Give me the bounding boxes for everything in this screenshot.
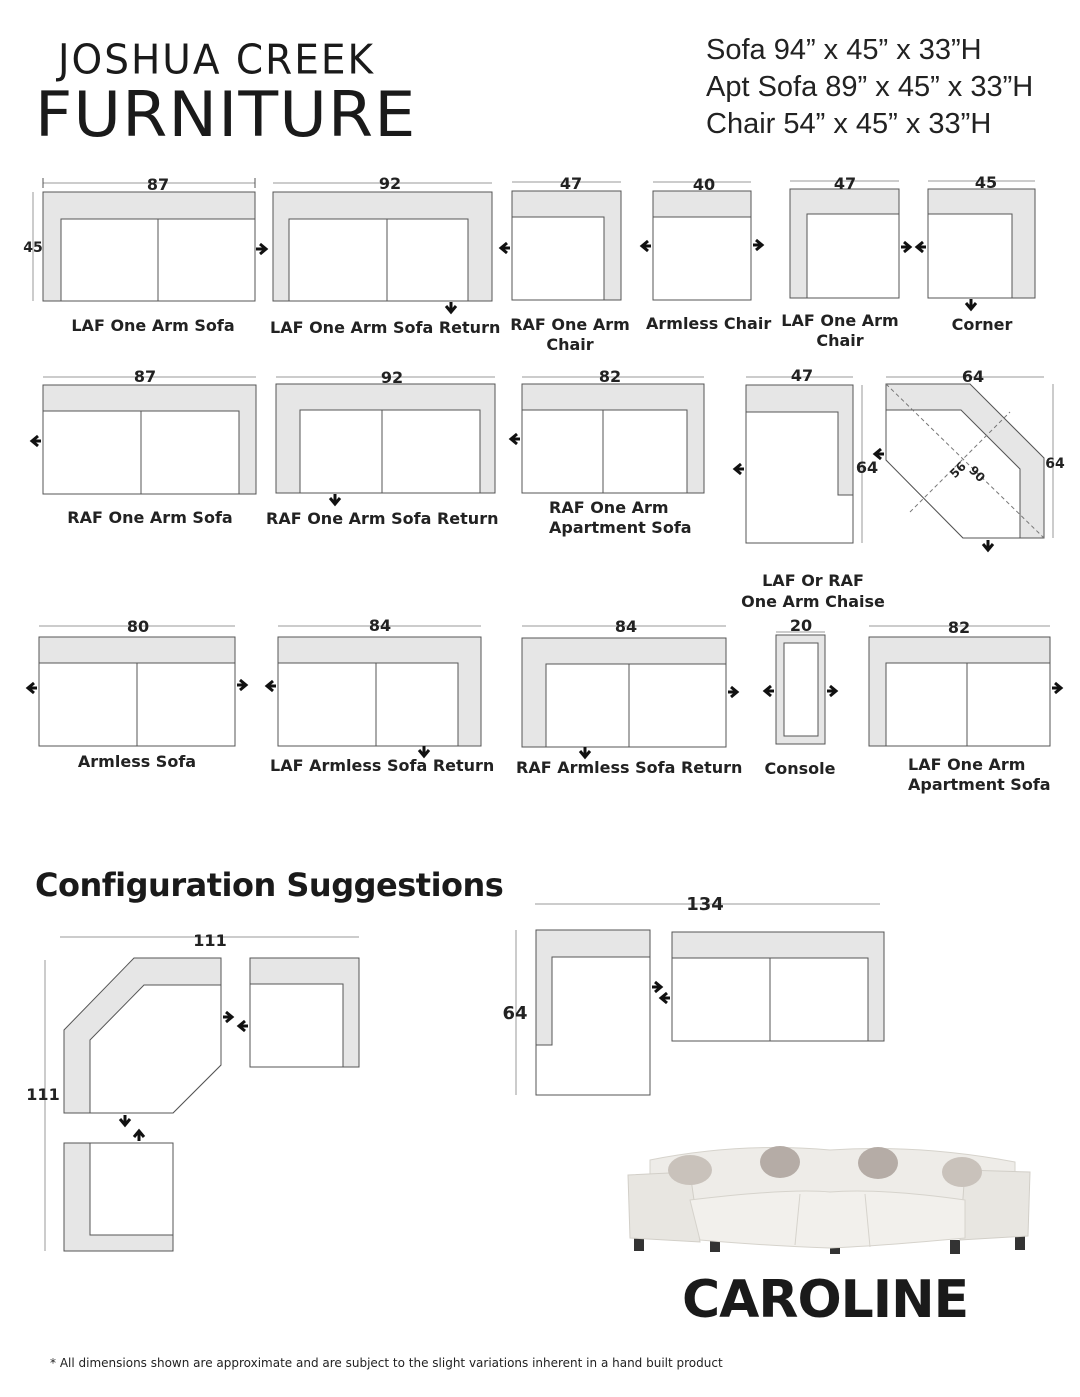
label-laf-one-arm-sofa-return: LAF One Arm Sofa Return [270, 318, 501, 337]
dim-text: 64 [961, 367, 985, 386]
dim-text: 82 [947, 618, 971, 637]
armless-sofa-shape [39, 637, 235, 746]
dim-sofa: Sofa 94” x 45” x 33”H [706, 34, 982, 66]
label-raf-one-arm-apartment-sofa-1: RAF One Arm [549, 498, 669, 517]
label-raf-armless-sofa-return: RAF Armless Sofa Return [516, 758, 743, 777]
dim-text: 45 [974, 173, 998, 192]
dim-text: 40 [692, 175, 716, 194]
dim-text: 64 [855, 458, 879, 477]
label-armless-chair: Armless Chair [646, 314, 772, 333]
label-raf-one-arm-sofa: RAF One Arm Sofa [67, 508, 233, 527]
dim-text: 111 [26, 1085, 60, 1104]
label-laf-one-arm-chair-1: LAF One Arm [781, 311, 899, 330]
console-shape [776, 635, 825, 744]
raf-one-arm-sofa-shape [43, 385, 256, 494]
dim-text: 47 [790, 366, 814, 385]
footnote: * All dimensions shown are approximate and are subject to the slight variations inherent in a hand built product [50, 1356, 723, 1370]
dim-text: 84 [368, 616, 392, 635]
brand-line-1: JOSHUA CREEK [58, 36, 376, 85]
label-raf-one-arm-sofa-return: RAF One Arm Sofa Return [266, 509, 499, 528]
dim-text: 80 [126, 617, 150, 636]
dim-text: 111 [193, 931, 227, 950]
armless-chair-shape [653, 191, 751, 300]
dim-text: 64 [1045, 456, 1065, 472]
dim-text: 64 [502, 1003, 528, 1024]
label-armless-sofa: Armless Sofa [77, 752, 197, 771]
label-console: Console [764, 759, 836, 778]
laf-one-arm-apartment-sofa-shape [869, 637, 1050, 746]
dim-text: 45 [23, 240, 43, 256]
dim-chair: Chair 54” x 45” x 33”H [706, 108, 992, 140]
dim-text: 47 [833, 174, 857, 193]
dim-text: 92 [380, 368, 404, 387]
raf-armless-sofa-return-shape [522, 638, 726, 747]
dim-text: 92 [378, 174, 402, 193]
config-1-shape [64, 958, 359, 1251]
laf-armless-sofa-return-shape [278, 637, 481, 746]
dim-text: 56 [947, 459, 969, 481]
dim-text: 20 [789, 616, 813, 635]
dim-text: 47 [559, 174, 583, 193]
raf-one-arm-chair-shape [512, 191, 621, 300]
label-raf-one-arm-chair-1: RAF One Arm [510, 315, 630, 334]
product-name: CAROLINE [682, 1270, 969, 1330]
label-laf-one-arm-apartment-sofa-2: Apartment Sofa [908, 775, 1051, 794]
dim-apt-sofa: Apt Sofa 89” x 45” x 33”H [706, 71, 1034, 103]
label-laf-one-arm-apartment-sofa-1: LAF One Arm [908, 755, 1026, 774]
label-laf-one-arm-sofa: LAF One Arm Sofa [71, 316, 235, 335]
dim-text: 134 [686, 894, 724, 915]
raf-one-arm-sofa-return-shape [276, 384, 495, 493]
label-corner: Corner [951, 315, 1013, 334]
label-laf-one-arm-chair-2: Chair [816, 331, 864, 350]
config-2-shape [536, 930, 884, 1095]
configuration-title: Configuration Suggestions [35, 866, 504, 904]
label-laf-armless-sofa-return: LAF Armless Sofa Return [270, 756, 495, 775]
dim-text: 87 [133, 367, 157, 386]
laf-one-arm-sofa-shape [43, 192, 255, 301]
sofa-photo [620, 1130, 1040, 1270]
dim-text: 84 [614, 617, 638, 636]
laf-one-arm-sofa-return-shape [273, 192, 492, 301]
label-raf-one-arm-chair-2: Chair [546, 335, 594, 354]
raf-one-arm-apartment-sofa-shape [522, 384, 704, 493]
corner-shape [928, 189, 1035, 298]
wedge-shape [886, 384, 1044, 538]
label-raf-one-arm-apartment-sofa-2: Apartment Sofa [549, 518, 692, 537]
label-chaise-2: One Arm Chaise [741, 592, 885, 611]
brand-line-2: FURNITURE [34, 78, 417, 151]
laf-one-arm-chair-shape [790, 189, 899, 298]
dim-text: 90 [966, 463, 988, 485]
label-chaise-1: LAF Or RAF [762, 571, 864, 590]
dim-text: 87 [146, 175, 170, 194]
chaise-shape [746, 385, 853, 543]
dim-text: 82 [598, 367, 622, 386]
